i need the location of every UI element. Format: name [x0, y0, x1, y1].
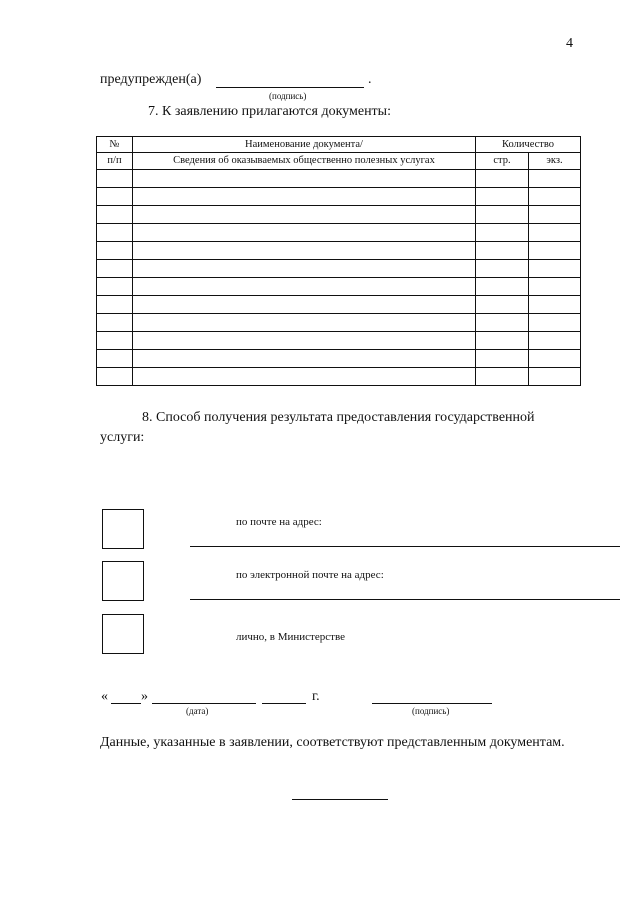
cell-copies[interactable] [529, 278, 581, 296]
cell-pages[interactable] [476, 368, 529, 386]
cell-number[interactable] [97, 188, 133, 206]
signature-field[interactable] [372, 703, 492, 704]
cell-copies[interactable] [529, 170, 581, 188]
cell-pages[interactable] [476, 260, 529, 278]
col-pages-header: стр. [476, 153, 529, 170]
checkbox-email[interactable] [102, 561, 144, 601]
col-number-header: № [97, 137, 133, 153]
cell-number[interactable] [97, 368, 133, 386]
cell-name[interactable] [133, 224, 476, 242]
cell-pages[interactable] [476, 314, 529, 332]
warned-period: . [368, 72, 372, 87]
year-field[interactable] [262, 703, 306, 704]
cell-number[interactable] [97, 314, 133, 332]
cell-copies[interactable] [529, 224, 581, 242]
col-quantity-header: Количество [476, 137, 581, 153]
cell-number[interactable] [97, 350, 133, 368]
section-7-title: 7. К заявлению прилагаются документы: [148, 104, 391, 119]
option-in-person-label: лично, в Министерстве [236, 631, 345, 643]
close-quote: » [141, 689, 148, 704]
cell-number[interactable] [97, 296, 133, 314]
table-row [97, 368, 581, 386]
table-row [97, 350, 581, 368]
table-row [97, 278, 581, 296]
page-number: 4 [566, 36, 573, 51]
cell-number[interactable] [97, 278, 133, 296]
signature-line[interactable] [216, 87, 364, 88]
cell-number[interactable] [97, 206, 133, 224]
mail-address-field[interactable] [190, 546, 620, 547]
cell-number[interactable] [97, 170, 133, 188]
cell-copies[interactable] [529, 350, 581, 368]
cell-pages[interactable] [476, 242, 529, 260]
table-row [97, 170, 581, 188]
cell-number[interactable] [97, 332, 133, 350]
documents-table [96, 136, 581, 386]
cell-copies[interactable] [529, 206, 581, 224]
cell-copies[interactable] [529, 368, 581, 386]
email-address-field[interactable] [190, 599, 620, 600]
checkbox-in-person[interactable] [102, 614, 144, 654]
cell-copies[interactable] [529, 332, 581, 350]
table-row [97, 260, 581, 278]
cell-number[interactable] [97, 224, 133, 242]
cell-copies[interactable] [529, 260, 581, 278]
sign-caption: (подпись) [412, 706, 450, 716]
cell-copies[interactable] [529, 296, 581, 314]
cell-pages[interactable] [476, 206, 529, 224]
cell-name[interactable] [133, 296, 476, 314]
confirmation-text: Данные, указанные в заявлении, соответствуют представленным документам. [100, 735, 565, 750]
bottom-signature-line[interactable] [292, 799, 388, 800]
month-field[interactable] [152, 703, 256, 704]
table-row [97, 296, 581, 314]
cell-name[interactable] [133, 170, 476, 188]
cell-name[interactable] [133, 278, 476, 296]
col-name-header: Наименование документа/ [133, 137, 476, 153]
checkbox-mail[interactable] [102, 509, 144, 549]
cell-copies[interactable] [529, 188, 581, 206]
cell-name[interactable] [133, 314, 476, 332]
option-email-label: по электронной почте на адрес: [236, 569, 384, 581]
cell-name[interactable] [133, 188, 476, 206]
cell-pages[interactable] [476, 188, 529, 206]
cell-pages[interactable] [476, 332, 529, 350]
day-field[interactable] [111, 703, 141, 704]
table-row [97, 314, 581, 332]
cell-pages[interactable] [476, 170, 529, 188]
year-suffix: г. [312, 689, 320, 704]
col-copies-header: экз. [529, 153, 581, 170]
date-caption: (дата) [186, 706, 209, 716]
section-8-title: 8. Способ получения результата предоставления государственной услуги: [100, 410, 535, 445]
cell-pages[interactable] [476, 296, 529, 314]
col-number-subheader: п/п [97, 153, 133, 170]
cell-pages[interactable] [476, 350, 529, 368]
cell-copies[interactable] [529, 314, 581, 332]
cell-name[interactable] [133, 350, 476, 368]
col-name-subheader: Сведения об оказываемых общественно полезных услугах [133, 153, 476, 170]
open-quote: « [101, 689, 108, 704]
table-row [97, 242, 581, 260]
cell-name[interactable] [133, 242, 476, 260]
cell-pages[interactable] [476, 278, 529, 296]
cell-name[interactable] [133, 260, 476, 278]
cell-copies[interactable] [529, 242, 581, 260]
cell-name[interactable] [133, 368, 476, 386]
table-row [97, 188, 581, 206]
signature-caption: (подпись) [269, 91, 307, 101]
cell-number[interactable] [97, 242, 133, 260]
warned-label: предупрежден(а) [100, 72, 202, 87]
table-row [97, 206, 581, 224]
table-row [97, 224, 581, 242]
cell-pages[interactable] [476, 224, 529, 242]
cell-name[interactable] [133, 332, 476, 350]
cell-number[interactable] [97, 260, 133, 278]
cell-name[interactable] [133, 206, 476, 224]
table-row [97, 332, 581, 350]
option-mail-label: по почте на адрес: [236, 516, 322, 528]
